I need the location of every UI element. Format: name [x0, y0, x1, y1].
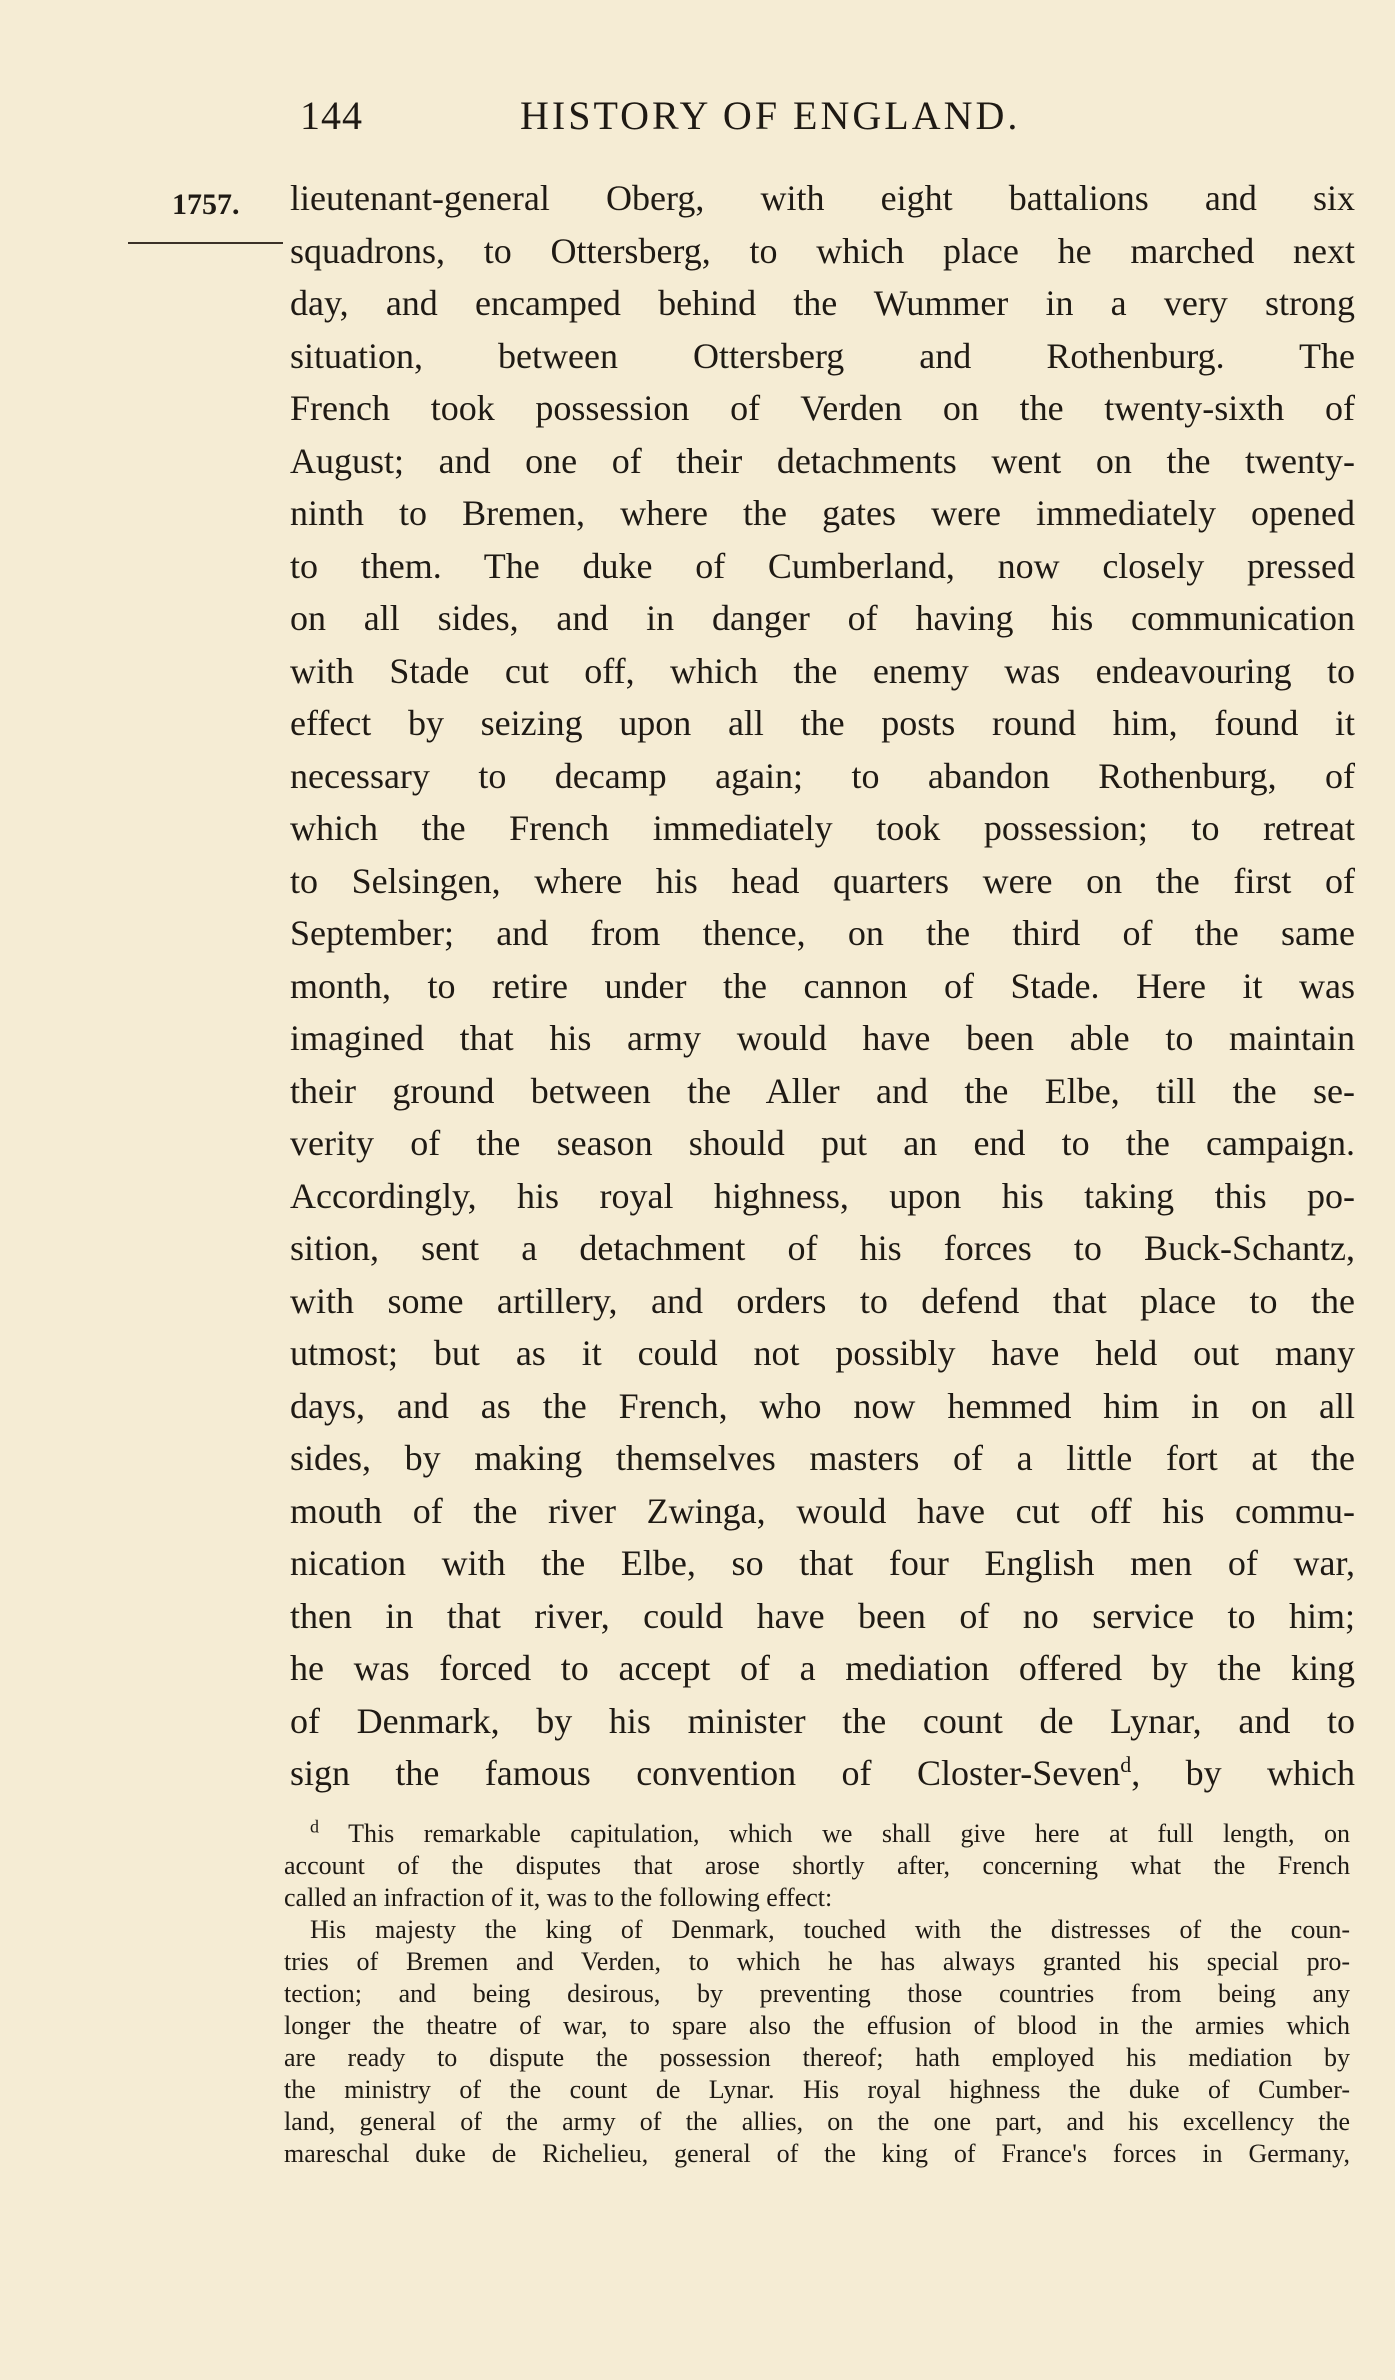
body-line: day, and encamped behind the Wummer in a very strong [290, 283, 1355, 323]
body-line: their ground between the Aller and the Elbe, till the se- [290, 1070, 1355, 1111]
footnote-line: tection; and being desirous, by preventing those countries from being any [284, 1979, 1350, 2008]
body-line: with some artillery, and orders to defend that place to the [290, 1280, 1355, 1321]
body-text [290, 172, 1355, 1800]
body-line: sition, sent a detachment of his forces to Buck-Schantz, [290, 1228, 1355, 1268]
body-line: nication with the Elbe, so that four English men of war, [290, 1543, 1355, 1583]
running-head [300, 92, 1135, 152]
body-line: days, and as the French, who now hemmed him in on all [290, 1385, 1355, 1426]
footnote-line: account of the disputes that arose shortly after, concerning what the French [284, 1851, 1350, 1880]
footnote-reference[interactable]: d [1120, 1752, 1132, 1777]
body-line: lieutenant-general Oberg, with eight battalions and six [290, 178, 1355, 218]
body-line: with Stade cut off, which the enemy was endeavouring to [290, 650, 1355, 691]
footnote-line [284, 1914, 1350, 1946]
year-marginal-note: 1757. [172, 188, 240, 221]
body-line-last-start: sign the famous convention of Closter-Seven [290, 1753, 1121, 1793]
footnote-line: are ready to dispute the possession thereof; hath employed his mediation by [284, 2043, 1350, 2072]
body-line: of Denmark, by his minister the count de Lynar, and to [290, 1700, 1355, 1741]
body-line: ninth to Bremen, where the gates were immediately opened [290, 493, 1355, 533]
body-line: sides, by making themselves masters of a little fort at the [290, 1438, 1355, 1478]
body-line: French took possession of Verden on the twenty-sixth of [290, 388, 1355, 428]
footnote-line: land, general of the army of the allies, on the one part, and his excellency the [284, 2107, 1350, 2136]
body-line: August; and one of their detachments went on the twenty- [290, 440, 1355, 481]
body-line: effect by seizing upon all the posts round him, found it [290, 703, 1355, 743]
footnote-line: tries of Bremen and Verden, to which he has always granted his special pro- [284, 1947, 1350, 1976]
body-line: Accordingly, his royal highness, upon his taking this po- [290, 1175, 1355, 1216]
body-line: on all sides, and in danger of having his communication [290, 598, 1355, 638]
body-line: situation, between Ottersberg and Rothenburg. The [290, 335, 1355, 376]
page-number: 144 [300, 93, 363, 138]
footnote-line [284, 1818, 1350, 1850]
body-line: squadrons, to Ottersberg, to which place he marched next [290, 230, 1355, 271]
footnote-paragraph-start: His majesty the king of Denmark, touched with the distresses of the coun- [310, 1915, 1350, 1944]
body-line: to them. The duke of Cumberland, now closely pressed [290, 545, 1355, 586]
marginal-rule [128, 242, 283, 244]
body-line: imagined that his army would have been able to maintain [290, 1018, 1355, 1058]
body-line-last [290, 1747, 1355, 1800]
body-line: then in that river, could have been of no service to him; [290, 1595, 1355, 1636]
body-line: mouth of the river Zwinga, would have cut off his commu- [290, 1490, 1355, 1531]
body-line: September; and from thence, on the third of the same [290, 913, 1355, 953]
body-line: month, to retire under the cannon of Stade. Here it was [290, 965, 1355, 1006]
running-title: HISTORY OF ENGLAND. [520, 93, 1021, 138]
body-line: utmost; but as it could not possibly have held out many [290, 1333, 1355, 1373]
body-line: to Selsingen, where his head quarters were on the first of [290, 860, 1355, 901]
footnote-line: called an infraction of it, was to the following effect: [284, 1883, 833, 1912]
footnote-marker: d [310, 1816, 319, 1837]
footnote-line: the ministry of the count de Lynar. His royal highness the duke of Cumber- [284, 2075, 1350, 2104]
footnote [284, 1818, 1350, 2170]
body-line: necessary to decamp again; to abandon Rothenburg, of [290, 755, 1355, 796]
footnote-line: longer the theatre of war, to spare also the effusion of blood in the armies which [284, 2011, 1350, 2040]
body-line: verity of the season should put an end to the campaign. [290, 1123, 1355, 1163]
footnote-line: mareschal duke de Richelieu, general of the king of France's forces in Germany, [284, 2139, 1350, 2168]
body-line-last-end: , by which [1131, 1753, 1355, 1793]
body-line: which the French immediately took possession; to retreat [290, 808, 1355, 848]
body-line: he was forced to accept of a mediation offered by the king [290, 1648, 1355, 1688]
footnote-first-line: This remarkable capitulation, which we shall give here at full length, on [348, 1819, 1350, 1848]
